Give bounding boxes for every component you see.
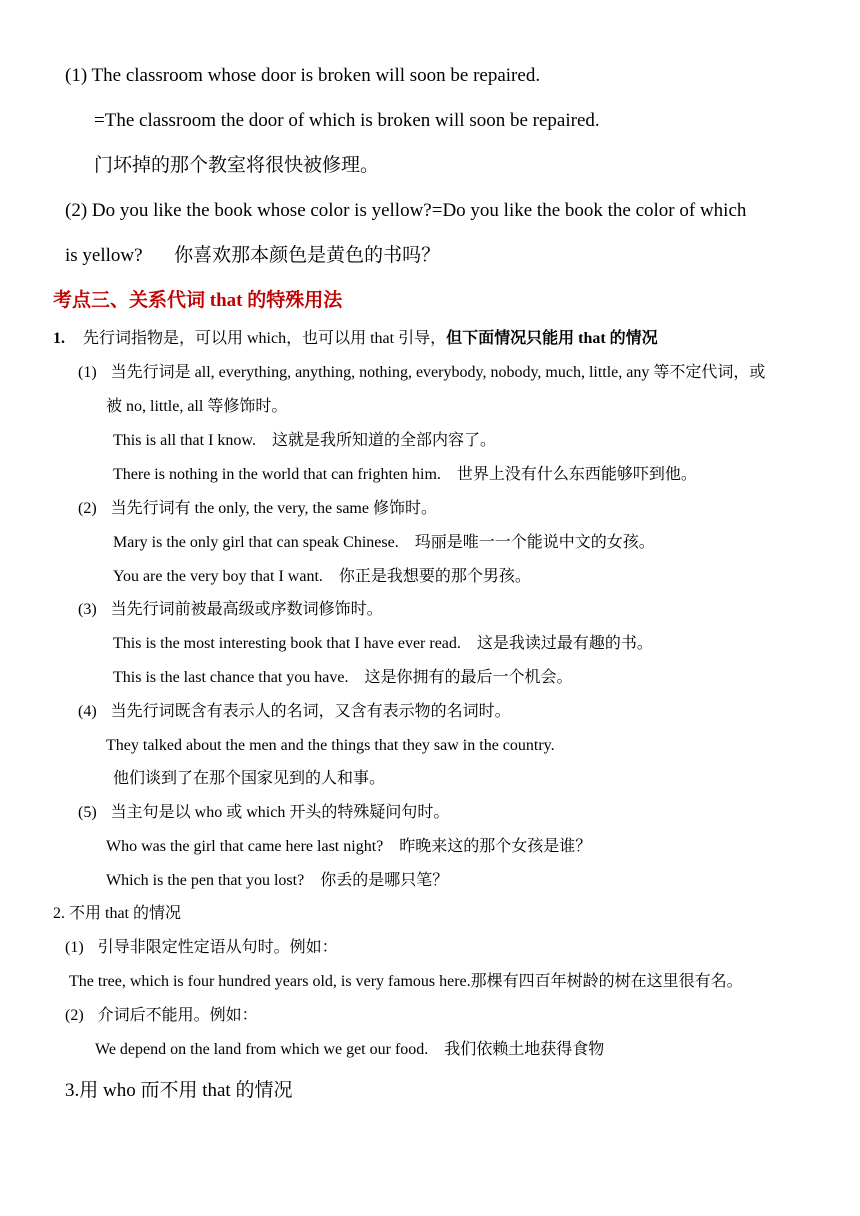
point-1-heading [53, 331, 658, 347]
example-english: This is the last chance that you have. [113, 669, 349, 686]
case-number: (3) [78, 601, 97, 618]
case-2-example-1 [113, 535, 655, 551]
intro-example-1-alt: =The classroom the door of which is broken will soon be repaired. [94, 110, 600, 131]
case-5-example-2 [106, 873, 448, 889]
example-english: This is the most interesting book that I have ever read. [113, 635, 461, 652]
example-chinese: 这是你拥有的最后一个机会。 [364, 669, 573, 686]
point-2-case-2-desc [65, 1008, 258, 1024]
section-title: 考点三、关系代词 that 的特殊用法 [53, 290, 343, 311]
example-english: You are the very boy that I want. [113, 568, 323, 585]
example-english: There is nothing in the world that can frighten him. [113, 466, 441, 483]
example-english: Who was the girl that came here last night? [106, 838, 384, 855]
case-number: (1) [65, 939, 84, 956]
case-description: 介词后不能用。例如： [97, 1007, 258, 1024]
case-number: (2) [65, 1007, 84, 1024]
case-description: 当先行词是 all, everything, anything, nothing, everybody, nobody, much, little, any 等不定代词，或 [110, 364, 766, 381]
example-chinese: 我们依赖土地获得食物 [444, 1041, 605, 1058]
case-description: 引导非限定性定语从句时。例如： [97, 939, 338, 956]
case-2-desc [78, 501, 437, 517]
case-1-desc [78, 365, 765, 381]
example-chinese: 这就是我所知道的全部内容了。 [271, 432, 496, 449]
point-2-heading: 2. 不用 that 的情况 [53, 905, 181, 922]
example-english: The tree, which is four hundred years old, is very famous here. [69, 973, 471, 990]
example-chinese: 你丢的是哪只笔？ [320, 872, 449, 889]
point-1-bold-text: 但下面情况只能用 that 的情况 [446, 330, 658, 347]
example-chinese: 昨晚来这的那个女孩是谁？ [399, 838, 592, 855]
case-description: 当先行词有 the only, the very, the same 修饰时。 [110, 500, 437, 517]
case-number: (5) [78, 804, 97, 821]
intro-example-1-translation: 门坏掉的那个教室将很快被修理。 [94, 155, 380, 176]
case-4-example-english: They talked about the men and the things that they saw in the country. [106, 737, 555, 754]
point-3-heading: 3.用 who 而不用 that 的情况 [65, 1080, 293, 1101]
case-2-example-2 [113, 569, 531, 585]
intro-example-2: (2) Do you like the book whose color is yellow?=Do you like the book the color of which [65, 200, 747, 221]
case-number: (2) [78, 500, 97, 517]
example-chinese: 那棵有四百年树龄的树在这里很有名。 [470, 973, 743, 990]
case-3-desc [78, 602, 383, 618]
example-chinese: 世界上没有什么东西能够吓到他。 [456, 466, 697, 483]
point-2-case-1-desc [65, 940, 338, 956]
case-3-example-1 [113, 636, 653, 652]
case-number: (1) [78, 364, 97, 381]
case-5-desc [78, 805, 449, 821]
example-english: We depend on the land from which we get our food. [95, 1041, 429, 1058]
point-2-case-2-example [95, 1042, 604, 1058]
case-description: 当先行词前被最高级或序数词修饰时。 [110, 601, 383, 618]
intro-example-2-end: is yellow? [65, 245, 143, 266]
point-2-case-1-example [69, 974, 743, 990]
example-chinese: 你正是我想要的那个男孩。 [338, 568, 531, 585]
case-description: 当先行词既含有表示人的名词，又含有表示物的名词时。 [110, 703, 511, 720]
case-description: 当主句是以 who 或 which 开头的特殊疑问句时。 [110, 804, 450, 821]
example-english: This is all that I know. [113, 432, 256, 449]
example-chinese: 这是我读过最有趣的书。 [476, 635, 653, 652]
case-5-example-1 [106, 839, 591, 855]
intro-example-2-cont [65, 246, 440, 265]
intro-example-1: (1) The classroom whose door is broken will soon be repaired. [65, 65, 541, 86]
example-chinese: 玛丽是唯一一个能说中文的女孩。 [414, 534, 655, 551]
point-1-number: 1. [53, 330, 65, 347]
intro-example-2-translation: 你喜欢那本颜色是黄色的书吗？ [174, 245, 441, 266]
example-english: Mary is the only girl that can speak Chinese. [113, 534, 399, 551]
case-3-example-2 [113, 670, 573, 686]
example-english: Which is the pen that you lost? [106, 872, 305, 889]
case-1-example-1 [113, 433, 496, 449]
case-1-example-2 [113, 467, 697, 483]
case-4-desc [78, 704, 511, 720]
point-1-text: 先行词指物是，可以用 which，也可以用 that 引导， [83, 330, 447, 347]
case-1-desc-cont: 被 no, little, all 等修饰时。 [106, 398, 288, 415]
case-number: (4) [78, 703, 97, 720]
case-4-example-chinese: 他们谈到了在那个国家见到的人和事。 [113, 770, 386, 787]
